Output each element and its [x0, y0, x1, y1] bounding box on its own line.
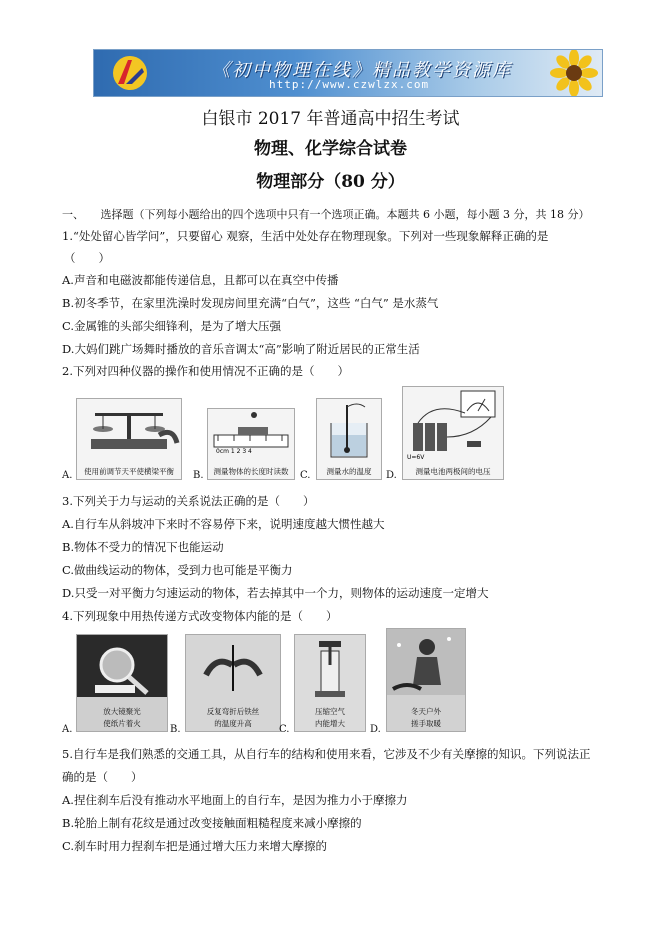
beaker-thermometer-icon — [317, 399, 381, 461]
wire-figure — [185, 634, 281, 732]
banner-title: 《初中物理在线》精品教学资源库 — [212, 60, 512, 81]
wire-caption-2: 的温度升高 — [214, 719, 252, 728]
magnifier-caption-2: 使纸片着火 — [103, 719, 141, 728]
question-3-option-d: D.只受一对平衡力匀速运动的物体，若去掉其中一个力，则物体的运动速度一定增大 — [62, 586, 489, 600]
balance-scale-icon — [77, 399, 181, 461]
question-5-stem: 5.自行车是我们熟悉的交通工具，从自行车的结构和使用来看，它涉及不少有关摩擦的知识。下列说法正 — [62, 747, 591, 761]
question-1-paren: （ ） — [64, 251, 110, 265]
question-1-stem: 1.“处处留心皆学问”，只要留心 观察，生活中处处存在物理现象。下列对一些现象解释正确的是 — [62, 229, 549, 243]
banner-url: http://www.czwlzx.com — [269, 78, 430, 91]
ruler-figure — [207, 408, 295, 480]
logo-icon — [108, 54, 152, 92]
compress-caption-2: 内能增大 — [315, 719, 345, 728]
voltage-label: U=6V — [407, 454, 425, 461]
question-2-label-c: C. — [300, 470, 311, 481]
section-instructions: 一、 选择题（下列每小题给出的四个选项中只有一个选项正确。本题共 6 小题，每小题 3 分，共 18 分） — [62, 208, 590, 221]
section-title: 物理部分（80 分） — [256, 172, 405, 192]
voltmeter-figure — [402, 386, 504, 480]
question-3-option-c: C.做曲线运动的物体，受到力也可能是平衡力 — [62, 563, 293, 577]
person-winter-icon — [387, 629, 465, 695]
battery-voltmeter-icon — [403, 387, 503, 461]
ruler-icon — [208, 409, 294, 459]
question-1-option-b: B.初冬季节，在家里洗澡时发现房间里充满“白气”，这些 “白气” 是水蒸气 — [62, 296, 439, 310]
question-4-label-c: C. — [279, 724, 290, 735]
question-3-stem: 3.下列关于力与运动的关系说法正确的是（ ） — [62, 494, 315, 508]
question-5-option-a: A.捏住刹车后没有推动水平地面上的自行车，是因为推力小于摩擦力 — [62, 793, 408, 807]
thermometer-figure — [316, 398, 382, 480]
header-banner — [93, 49, 603, 97]
exam-title: 白银市 2017 年普通高中招生考试 — [201, 109, 460, 129]
balance-figure — [76, 398, 182, 480]
rub-hands-caption-1: 冬天户外 — [411, 707, 441, 716]
thermometer-caption: 测量水的温度 — [326, 467, 372, 476]
rub-hands-caption-2: 搓手取暖 — [411, 719, 441, 728]
ruler-scale: 0cm 1 2 3 4 — [216, 448, 252, 455]
wire-caption-1: 反复弯折后铁丝 — [206, 707, 260, 716]
magnifier-icon — [77, 635, 167, 697]
question-3-option-a: A.自行车从斜坡冲下来时不容易停下来，说明速度越大惯性越大 — [62, 517, 385, 531]
question-5-stem-cont: 确的是（ ） — [62, 770, 143, 784]
rub-hands-figure — [386, 628, 466, 732]
question-1-option-d: D.大妈们跳广场舞时播放的音乐音调太“高”影响了附近居民的正常生活 — [62, 342, 420, 356]
question-2-label-b: B. — [193, 470, 204, 481]
exam-subtitle: 物理、化学综合试卷 — [254, 139, 407, 159]
compress-air-figure — [294, 634, 366, 732]
question-3-option-b: B.物体不受力的情况下也能运动 — [62, 540, 224, 554]
bending-wire-icon — [186, 635, 280, 697]
piston-cylinder-icon — [295, 635, 365, 697]
magnifier-caption-1: 放大镜聚光 — [103, 707, 141, 716]
question-1-option-a: A.声音和电磁波都能传递信息，且都可以在真空中传播 — [62, 273, 339, 287]
question-5-option-c: C.刹车时用力捏刹车把是通过增大压力来增大摩擦的 — [62, 839, 328, 853]
magnifier-figure — [76, 634, 168, 732]
question-2-label-a: A. — [62, 470, 73, 481]
question-4-label-d: D. — [370, 724, 381, 735]
compress-caption-1: 压缩空气 — [315, 707, 345, 716]
question-2-stem: 2.下列对四种仪器的操作和使用情况不正确的是（ ） — [62, 364, 349, 378]
balance-caption: 使用前调节天平使横梁平衡 — [84, 467, 174, 476]
sunflower-icon — [542, 50, 602, 96]
question-1-option-c: C.金属锥的头部尖细锋利，是为了增大压强 — [62, 319, 282, 333]
question-4-label-a: A. — [62, 724, 73, 735]
question-4-stem: 4.下列现象中用热传递方式改变物体内能的是（ ） — [62, 609, 338, 623]
question-4-label-b: B. — [170, 724, 181, 735]
voltmeter-caption: 测量电池两极间的电压 — [415, 467, 491, 476]
question-2-label-d: D. — [386, 470, 397, 481]
ruler-caption: 测量物体的长度时读数 — [213, 467, 289, 476]
question-5-option-b: B.轮胎上制有花纹是通过改变接触面粗糙程度来减小摩擦的 — [62, 816, 362, 830]
